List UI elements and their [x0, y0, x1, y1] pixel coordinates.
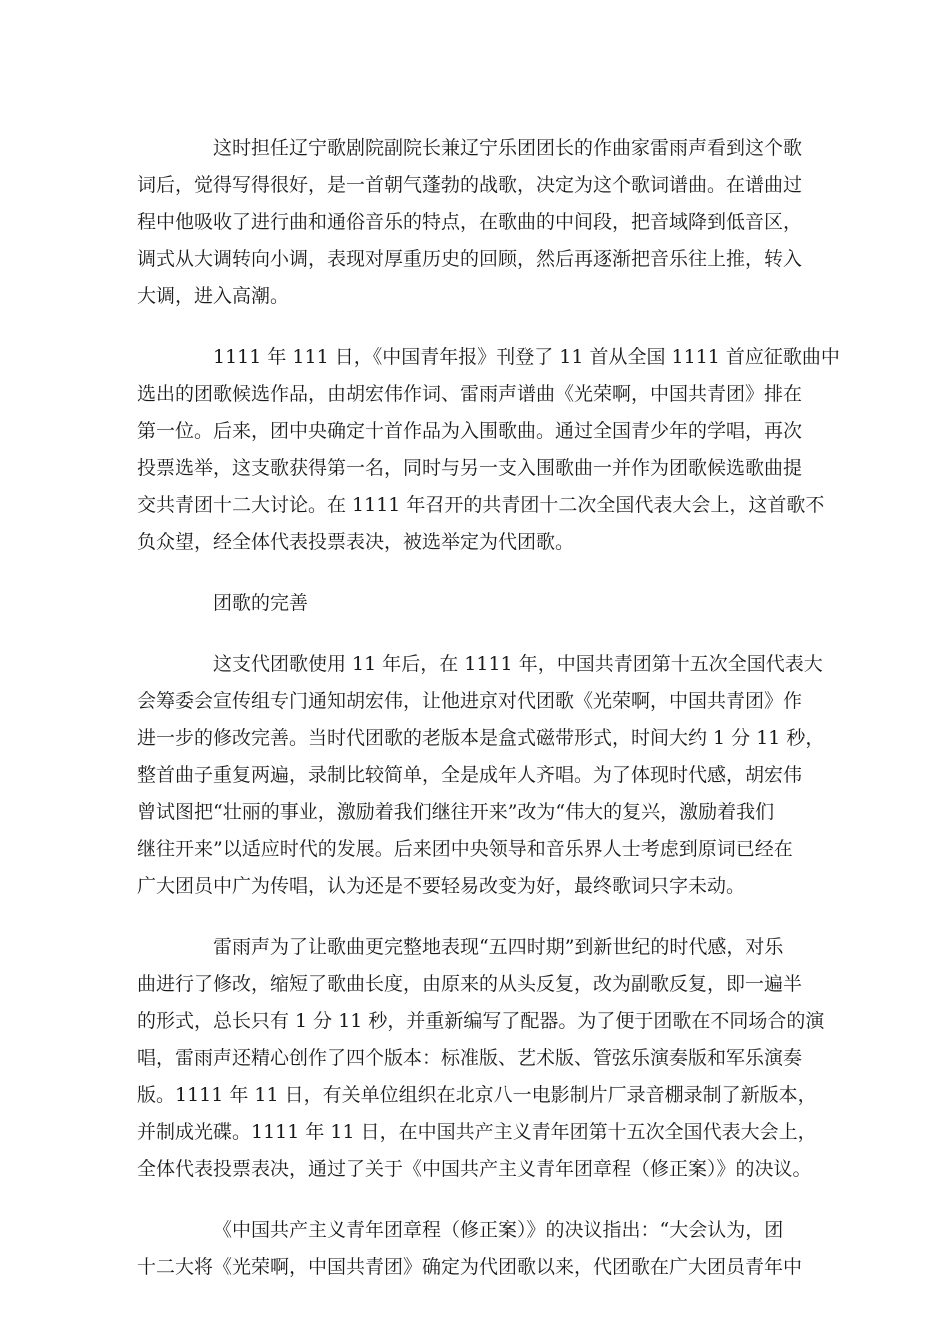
text-line: 负众望，经全体代表投票表决，被选举定为代团歌。: [137, 531, 575, 553]
text-line: 版。1111 年 11 日，有关单位组织在北京八一电影制片厂录音棚录制了新版本，: [137, 1084, 817, 1106]
text-line: 大调，进入高潮。: [137, 285, 290, 307]
text-line: 第一位。后来，团中央确定十首作品为入围歌曲。通过全国青少年的学唱，再次: [137, 420, 803, 442]
section-heading-text: 团歌的完善: [213, 592, 309, 614]
paragraph-versions: [137, 929, 825, 1188]
paragraph-composer: [137, 130, 817, 315]
text-line: 投票选举，这支歌获得第一名，同时与另一支入围歌曲一并作为团歌候选歌曲提: [137, 457, 803, 479]
paragraph-resolution: [137, 1212, 817, 1286]
document-page: [137, 130, 840, 1310]
text-line: 整首曲子重复两遍，录制比较简单，全是成年人齐唱。为了体现时代感，胡宏伟: [137, 764, 803, 786]
text-line: 全体代表投票表决，通过了关于《中国共产主义青年团章程（修正案）》的决议。: [137, 1158, 812, 1180]
text-line: 调式从大调转向小调，表现对厚重历史的回顾，然后再逐渐把音乐往上推，转入: [137, 248, 803, 270]
text-line: 曲进行了修改，缩短了歌曲长度，由原来的从头反复，改为副歌反复，即一遍半: [137, 973, 803, 995]
text-line: 广大团员中广为传唱，认为还是不要轻易改变为好，最终歌词只字未动。: [137, 875, 746, 897]
text-line: 进一步的修改完善。当时代团歌的老版本是盒式磁带形式，时间大约 1 分 11 秒，: [137, 727, 825, 749]
paragraph-selection: [137, 339, 840, 561]
text-line: 程中他吸收了进行曲和通俗音乐的特点，在歌曲的中间段，把音域降到低音区，: [137, 211, 803, 233]
text-line: 《中国共产主义青年团章程（修正案）》的决议指出：“大会认为，团: [213, 1219, 784, 1241]
text-line: 选出的团歌候选作品，由胡宏伟作词、雷雨声谱曲《光荣啊，中国共青团》排在: [137, 383, 803, 405]
text-line: 词后，觉得写得很好，是一首朝气蓬勃的战歌，决定为这个歌词谱曲。在谱曲过: [137, 174, 803, 196]
text-line: 雷雨声为了让歌曲更完整地表现“五四时期”到新世纪的时代感，对乐: [213, 936, 784, 958]
text-line: 会筹委会宣传组专门通知胡宏伟，让他进京对代团歌《光荣啊，中国共青团》作: [137, 690, 803, 712]
text-line: 这时担任辽宁歌剧院副院长兼辽宁乐团团长的作曲家雷雨声看到这个歌: [213, 137, 803, 159]
paragraph-revision: [137, 646, 825, 905]
section-heading: [137, 585, 817, 622]
text-line: 交共青团十二大讨论。在 1111 年召开的共青团十二次全国代表大会上，这首歌不: [137, 494, 825, 516]
text-line: 唱，雷雨声还精心创作了四个版本：标准版、艺术版、管弦乐演奏版和军乐演奏: [137, 1047, 803, 1069]
text-line: 的形式，总长只有 1 分 11 秒，并重新编写了配器。为了便于团歌在不同场合的演: [137, 1010, 825, 1032]
text-line: 这支代团歌使用 11 年后，在 1111 年，中国共青团第十五次全国代表大: [213, 653, 823, 675]
text-line: 并制成光碟。1111 年 11 日，在中国共产主义青年团第十五次全国代表大会上，: [137, 1121, 817, 1143]
text-line: 曾试图把“壮丽的事业，激励着我们继往开来”改为“伟大的复兴，激励着我们: [137, 801, 775, 823]
text-line: 1111 年 111 日，《中国青年报》刊登了 11 首从全国 1111 首应征歌曲中: [213, 346, 840, 368]
text-line: 继往开来”以适应时代的发展。后来团中央领导和音乐界人士考虑到原词已经在: [137, 838, 793, 860]
text-line: 十二大将《光荣啊，中国共青团》确定为代团歌以来，代团歌在广大团员青年中: [137, 1256, 803, 1278]
